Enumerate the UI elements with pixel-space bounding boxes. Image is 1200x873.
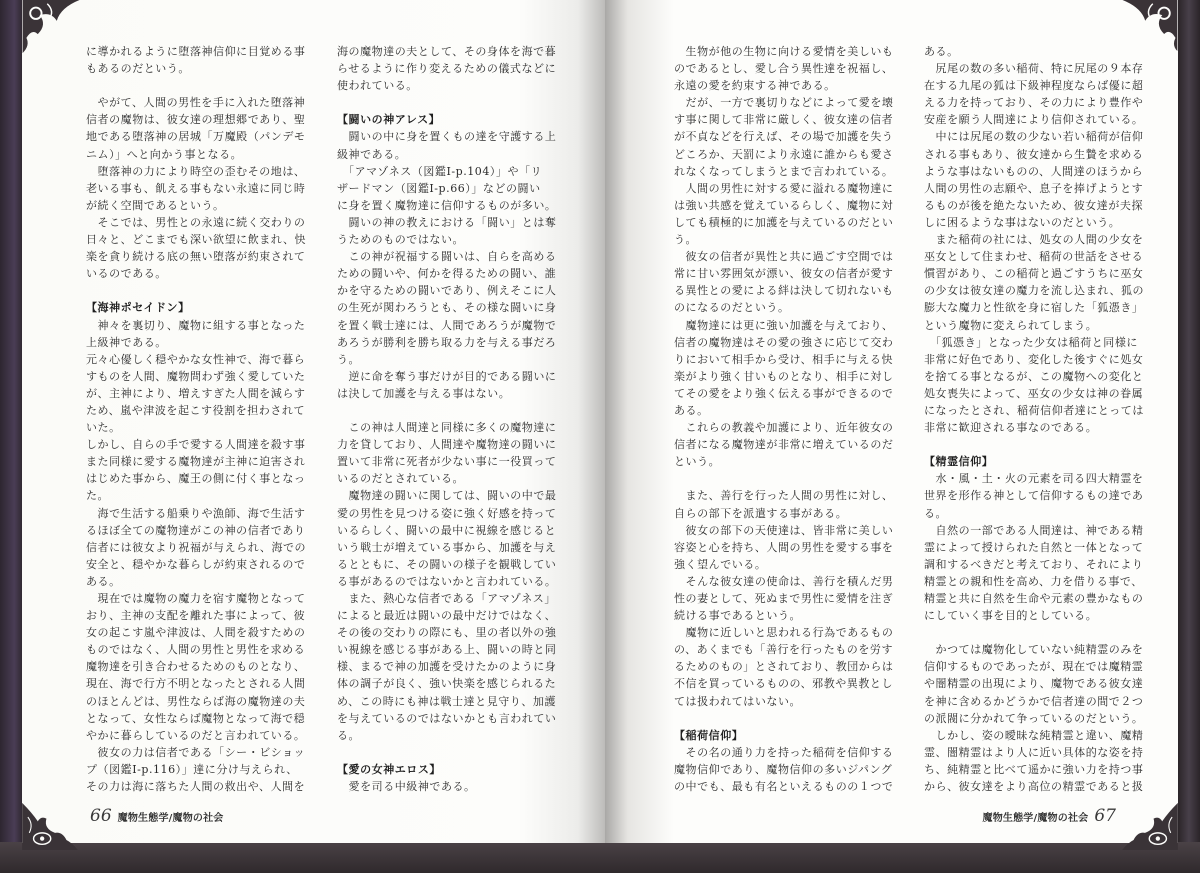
text-line: 膨大な魔力と性欲を身に宿した「狐憑き」 <box>924 301 1144 315</box>
text-line: 「狐憑き」となった少女は稲荷と同様に <box>924 335 1138 349</box>
text-line: の中でも、最も有名といえるものの１つで <box>674 780 894 794</box>
book-cover-right-edge <box>1178 0 1200 873</box>
text-line: りにおいて相手から受け、相手に与える快 <box>674 352 894 366</box>
text-line: 中には尻尾の数の少ない若い稲荷が信仰 <box>924 130 1144 144</box>
text-line: という。 <box>674 455 721 469</box>
right-page-footer <box>983 806 1117 826</box>
page-number: 66 <box>90 806 112 826</box>
text-line: ち、純精霊と比べて遥かに強い力を持つ事 <box>924 762 1144 776</box>
text-line: は決して加護を与える事はない。 <box>337 386 511 400</box>
text-line: どころか、天罰により永遠に誰からも愛さ <box>674 147 894 161</box>
text-line: う。 <box>674 233 698 247</box>
text-line: 闘いの神の教えにおける「闘い」とは奪 <box>337 215 557 229</box>
text-line: 様、まるで神の加護を受けたかのように身 <box>337 660 557 674</box>
text-line: しかし、自らの手で愛する人間達を殺す事 <box>86 438 306 452</box>
text-line: が続く空間であるという。 <box>86 198 225 212</box>
text-line: 人間の男性に対する愛に溢れる魔物達に <box>674 181 894 195</box>
text-line: また稲荷の社には、処女の人間の少女を <box>924 233 1144 247</box>
text-line: 魔物に近しいと思われる行為であるもの <box>674 626 894 640</box>
text-line: 精霊との親和性を高め、力を借りる事で、 <box>924 574 1143 588</box>
text-line: の生死が関わろうとも、その様な闘いに身 <box>337 301 557 315</box>
text-line: 信仰するものであったが、現在では魔精霊 <box>924 660 1144 674</box>
text-line: のになるのだという。 <box>674 301 790 315</box>
blank-line <box>337 94 563 111</box>
text-line: 海の魔物達の夫として、その身体を海で暮 <box>337 45 557 58</box>
text-line: す事に関して非常に厳しく、彼女達の信者 <box>674 113 894 127</box>
text-line: やかに暮らしているのだと言われている。 <box>86 728 306 742</box>
text-line: 堕落神の力により時空の歪むその地は、 <box>86 164 306 178</box>
text-line: 彼女の信者が異性と共に過ごす空間では <box>674 250 894 264</box>
text-line: もあるのだという。 <box>86 62 190 76</box>
text-line: や闇精霊の出現により、魔物である彼女達 <box>924 677 1144 691</box>
text-line: いるのである。 <box>86 267 167 281</box>
text-line: 彼女の力は信者である「シー・ビショッ <box>86 745 306 759</box>
text-line: 地である堕落神の居城「万魔殿（パンデモ <box>86 130 306 144</box>
text-line: 魔物信仰であり、魔物信仰の多いジパング <box>674 762 893 776</box>
text-line: ものではなく、人間の男性と男性を求める <box>86 643 306 657</box>
text-line: るとともに、その闘いの様子を観戦してい <box>337 557 557 571</box>
text-line: うためのものではない。 <box>337 233 465 247</box>
text-line: という魔物に変えられてしまう。 <box>924 318 1098 332</box>
text-line: るものが後を絶たないため、彼女達が夫探 <box>924 198 1144 212</box>
text-line: 愛を司る中級神である。 <box>337 780 476 794</box>
blank-line <box>924 624 1150 641</box>
text-line: また同様に愛する魔物達が主神に迫害され <box>86 455 306 469</box>
text-line: い視線を感じる事がある上、闘いの時と同 <box>337 643 557 657</box>
text-line: を神に含めるかどうかで信者達の間で２つ <box>924 694 1144 708</box>
text-line: この神は人間達と同様に多くの魔物達に <box>337 421 557 435</box>
text-line: のほとんどは、男性ならば海の魔物達の夫 <box>86 694 306 708</box>
text-column-left-2 <box>337 43 563 795</box>
text-line: を捨てる事となるが、この魔物への変化と <box>924 369 1144 383</box>
section-heading: 【愛の女神エロス】 <box>337 762 441 776</box>
text-line: 級神である。 <box>337 147 407 161</box>
text-line: る。 <box>337 728 361 742</box>
text-line: 元々心優しく穏やかな女性神で、海で暮ら <box>86 352 306 366</box>
text-line: あろうが勝利を勝ち取る力を与える事だろ <box>337 335 557 349</box>
text-line: ような事はないものの、人間達のほうから <box>924 164 1144 178</box>
text-line: この神が祝福する闘いは、自らを高める <box>337 250 557 264</box>
text-line: た。 <box>86 489 110 503</box>
text-line: 信者になる魔物達が非常に増えているのだ <box>674 438 894 452</box>
text-line: の派閥に分かれて争っているのだという。 <box>924 711 1144 725</box>
text-line: 水・風・土・火の元素を司る四大精霊を <box>924 472 1144 486</box>
text-line: 性の妻として、死ぬまで男性に愛情を注ぎ <box>674 592 894 605</box>
text-line: 置いて非常に死者が少ない事に一役買って <box>337 455 557 469</box>
text-line: かを守るための闘いであり、例えそこに人 <box>337 284 557 298</box>
text-line: かつては魔物化していない純精霊のみを <box>924 643 1144 657</box>
text-line: 「アマゾネス（図鑑Ⅰ-p.104）」や「リ <box>337 164 543 178</box>
text-line: てその愛をより強く伝える事ができるので <box>674 386 894 400</box>
text-line: 楽がより強く甘いものとなり、相手に対し <box>674 369 894 383</box>
text-line: 老いる事も、飢える事もない永遠に同じ時 <box>86 181 306 195</box>
text-line: これらの教義や加護により、近年彼女の <box>674 421 894 435</box>
text-line: 闘いの中に身を置くもの達を守護する上 <box>337 130 557 144</box>
text-line: 非常に好色であり、変化した後すぐに処女 <box>924 352 1144 366</box>
text-line: 信者には彼女より祝福が与えられ、海での <box>86 540 307 554</box>
text-column-right-1 <box>674 43 900 795</box>
text-line: にしていく事を目的としている。 <box>924 609 1098 623</box>
text-line: 精霊と共に自然を生命や元素の豊かなもの <box>924 592 1144 605</box>
text-line: 在する九尾の狐は下級神程度ならば優に超 <box>924 79 1144 93</box>
text-line: 信者の魔物は、彼女達の理想郷であり、聖 <box>86 113 306 127</box>
text-line: 日々と、どこまでも深い欲望に飲まれ、快 <box>86 233 307 247</box>
text-line: 力を貸しており、人間達や魔物達の闘いに <box>337 438 557 452</box>
text-line: 楽を貪り続ける底の無い堕落が約束されて <box>86 250 306 264</box>
text-line: 安産を願う人間達により信仰されている。 <box>924 113 1144 127</box>
text-line: 自然の一部である人間達は、神である精 <box>924 523 1144 537</box>
text-line: 調和するべきだと考えており、それにより <box>924 557 1144 571</box>
text-line: る。 <box>924 506 948 520</box>
text-line: 永遠の愛を約束する神である。 <box>674 79 836 93</box>
text-line: そんな彼女達の使命は、善行を積んだ男 <box>674 574 894 588</box>
text-line: を置く戦士達には、人間であろうが魔物で <box>337 318 557 332</box>
text-line: いた。 <box>86 421 121 435</box>
text-line: の、あくまでも「善行を行ったものを労す <box>674 643 894 657</box>
text-line: 自らの部下を派遣する事がある。 <box>674 506 848 520</box>
text-line: め、この時にも神は戦士達と見守り、加護 <box>337 694 557 708</box>
text-column-right-2 <box>924 43 1150 795</box>
text-line: その名の通り力を持った稲荷を信仰する <box>674 745 894 759</box>
text-line: はじめた事から、魔王の側に付く事となっ <box>86 472 306 486</box>
text-line: される事もあり、彼女達から生贄を求める <box>924 147 1144 161</box>
text-line: 魔物達の闘いに関しては、闘いの中で最 <box>337 489 557 503</box>
text-line: その後の交わりの際にも、里の者以外の強 <box>337 626 557 640</box>
section-heading: 【海神ポセイドン】 <box>86 301 190 315</box>
text-line: 処女喪失によって、巫女の少女は神の眷属 <box>924 386 1144 400</box>
text-line: 神々を裏切り、魔物に組する事となった <box>86 318 306 332</box>
text-line: その力は海に落ちた人間の救出や、人間を <box>86 780 306 794</box>
text-line: 彼女の部下の天使達は、皆非常に美しい <box>674 523 894 537</box>
text-line: 使われている。 <box>337 79 418 93</box>
text-line: ある。 <box>674 403 709 417</box>
text-line: ザードマン（図鑑Ⅰ-p.66）」などの闘い <box>337 181 541 195</box>
text-line: は強い共感を覚えているらしく、魔物に対 <box>674 198 894 212</box>
blank-line <box>674 470 900 487</box>
text-line: 世界を形作る神として信仰するもの達であ <box>924 489 1144 503</box>
text-line: る事があるのではないかと言われている。 <box>337 574 557 588</box>
text-line: に導かれるように堕落神信仰に目覚める事 <box>86 45 306 58</box>
text-column-left-1 <box>86 43 312 795</box>
text-line: る異性との愛による絆は決して切れないも <box>674 284 894 298</box>
text-line: 霊、闇精霊はより人に近い具体的な姿を持 <box>924 745 1144 759</box>
book-cover-left-edge <box>0 0 24 873</box>
text-line: 霊によって授けられた自然と一体となって <box>924 540 1144 554</box>
book-cover-bottom-edge <box>0 842 1200 873</box>
text-line: が、主神により、増えすぎた人間を減らす <box>86 386 306 400</box>
text-line: 現在、海で行方不明となったとされる人間 <box>86 677 306 691</box>
text-line: 魔物達には更に強い加護を与えており、 <box>674 318 894 332</box>
text-line: ため、嵐や津波を起こす役割を担わされて <box>86 403 306 417</box>
text-line: が不貞などを行えば、その場で加護を失う <box>674 130 894 144</box>
text-line: ための闘いや、何かを得るための闘い、誰 <box>337 267 557 281</box>
text-line: 現在では魔物の魔力を宿す魔物となって <box>86 592 306 605</box>
blank-line <box>337 402 563 419</box>
text-line: やがて、人間の男性を手に入れた堕落神 <box>86 96 306 110</box>
running-title: 魔物生態学/魔物の社会 <box>117 813 224 824</box>
text-line: 体の調子が良く、強い快楽を感じられるた <box>337 677 557 691</box>
text-line: おり、主神の支配を離れた事によって、彼 <box>86 609 306 623</box>
blank-line <box>674 710 900 727</box>
text-line: ては扱われてはいない。 <box>674 694 802 708</box>
text-line: しに困るような事はないのだという。 <box>924 215 1121 229</box>
text-line: 慣習があり、この稲荷と過ごすうちに巫女 <box>924 267 1144 281</box>
text-line: 巫女として住まわせ、稲荷の世話をさせる <box>924 250 1144 264</box>
text-line: から、彼女達をより高位の精霊であると扱 <box>924 780 1144 794</box>
text-line: すものを人間、魔物問わず強く愛していた <box>86 369 306 383</box>
text-line: また、熱心な信者である「アマゾネス」 <box>337 592 556 605</box>
text-line: 信者の魔物達はその愛の強さに応じて交わ <box>674 335 894 349</box>
text-line: 不信を買っているものの、邪教や異教とし <box>674 677 894 691</box>
text-line: プ（図鑑Ⅰ-p.116）」達に分け与えられ、 <box>86 762 298 776</box>
text-line: 常に甘い雰囲気が漂い、彼女の信者が愛す <box>674 267 894 281</box>
text-line: るためのもの」とされており、教団からは <box>674 660 894 674</box>
text-line: いるのだとされている。 <box>337 472 465 486</box>
text-line: また、善行を行った人間の男性に対し、 <box>674 489 894 503</box>
left-page-footer <box>90 806 224 826</box>
text-line: ある。 <box>924 45 959 58</box>
text-line: 強く望んでいる。 <box>674 557 767 571</box>
section-heading: 【稲荷信仰】 <box>674 728 744 742</box>
text-line: 尻尾の数の多い稲荷、特に尻尾の９本存 <box>924 62 1144 76</box>
section-heading: 【精霊信仰】 <box>924 455 994 469</box>
text-line: 容姿と心を持ち、人間の男性を愛する事を <box>674 540 894 554</box>
text-line: しかし、姿の曖昧な純精霊と違い、魔精 <box>924 728 1144 742</box>
text-line: らせるように作り変えるための儀式などに <box>337 62 557 76</box>
corner-ornament-icon <box>22 0 82 55</box>
text-line: だが、一方で裏切りなどによって愛を壊 <box>674 96 894 110</box>
text-line: 続ける事であるという。 <box>674 609 802 623</box>
text-line: 非常に歓迎される事なのである。 <box>924 421 1098 435</box>
text-line: 女の起こす嵐や津波は、人間を殺すための <box>86 626 306 640</box>
running-title: 魔物生態学/魔物の社会 <box>982 813 1089 824</box>
blank-line <box>86 282 312 299</box>
blank-line <box>924 436 1150 453</box>
text-line: の少女は彼女達の魔力を流し込まれ、狐の <box>924 284 1145 298</box>
blank-line <box>86 77 312 94</box>
text-line: となって、女性ならば魔物となって海で穏 <box>86 711 306 725</box>
text-line: う。 <box>337 352 361 366</box>
text-line: ある。 <box>86 574 121 588</box>
text-line: しても積極的に加護を与えているのだとい <box>674 215 894 229</box>
text-line: 魔物達を引き合わせるためのものとなり、 <box>86 660 306 674</box>
text-line: ニム）」へと向かう事となる。 <box>86 147 243 161</box>
text-line: いう戦士が増えている事から、加護を与え <box>337 540 557 554</box>
text-line: になったとされ、稲荷信仰者達にとっては <box>924 403 1144 417</box>
text-line: 海で生活する船乗りや漁師、海で生活す <box>86 506 306 520</box>
text-line: るほぼ全ての魔物達がこの神の信者であり <box>86 523 306 537</box>
text-line: そこでは、男性との永遠に続く交わりの <box>86 215 306 229</box>
text-line: 上級神である。 <box>86 335 167 349</box>
text-line: える力を持っており、その力により豊作や <box>924 96 1144 110</box>
text-line: によると最近は闘いの最中だけではなく、 <box>337 609 557 623</box>
blank-line <box>337 744 563 761</box>
text-line: のであるとし、愛し合う異性達を祝福し、 <box>674 62 894 76</box>
text-line: に身を置く魔物達に信仰するものが多い。 <box>337 198 557 212</box>
text-line: を与えているのではないかとも言われてい <box>337 711 557 725</box>
text-line: 生物が他の生物に向ける愛情を美しいも <box>674 45 894 58</box>
text-line: 安全と、穏やかな暮らしが約束されるので <box>86 557 306 571</box>
text-line: 愛の男性を見つける姿に強く好感を持って <box>337 506 557 520</box>
text-line: 人間の男性の志願や、息子を捧げようとす <box>924 181 1144 195</box>
text-line: れなくなってしまうとまで言われている。 <box>674 164 894 178</box>
corner-ornament-icon <box>22 800 78 850</box>
text-line: いるらしく、闘いの最中に視線を感じると <box>337 523 557 537</box>
text-line: 逆に命を奪う事だけが目的である闘いに <box>337 369 557 383</box>
corner-ornament-icon <box>1122 800 1178 850</box>
page-number: 67 <box>1094 806 1116 826</box>
section-heading: 【闘いの神アレス】 <box>337 113 441 127</box>
